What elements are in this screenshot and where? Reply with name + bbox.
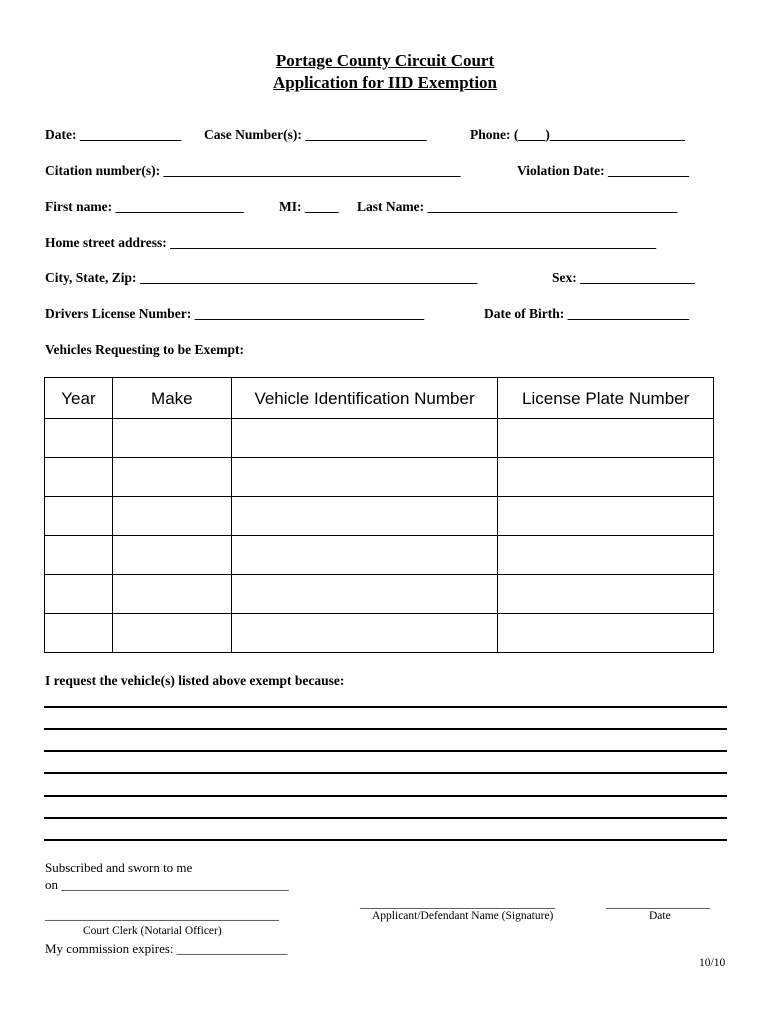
applicant-signature-line[interactable]: ______________________________ bbox=[360, 895, 555, 910]
table-row bbox=[45, 497, 714, 536]
clerk-signature-line[interactable]: ____________________________________ bbox=[45, 907, 279, 922]
make-cell[interactable] bbox=[112, 458, 231, 497]
make-cell[interactable] bbox=[112, 536, 231, 575]
reason-line[interactable] bbox=[44, 706, 727, 708]
column-header-year: Year bbox=[45, 378, 113, 419]
vin-cell[interactable] bbox=[231, 614, 498, 653]
clerk-caption: Court Clerk (Notarial Officer) bbox=[83, 925, 222, 937]
plate-cell[interactable] bbox=[498, 458, 714, 497]
phone-field[interactable]: Phone: (____)____________________ bbox=[470, 127, 685, 142]
vin-cell[interactable] bbox=[231, 419, 498, 458]
applicant-signature-caption: Applicant/Defendant Name (Signature) bbox=[372, 910, 554, 922]
reason-line[interactable] bbox=[44, 728, 727, 730]
plate-cell[interactable] bbox=[498, 536, 714, 575]
vin-cell[interactable] bbox=[231, 536, 498, 575]
middle-initial-field[interactable]: MI: _____ bbox=[279, 199, 339, 214]
column-header-vin: Vehicle Identification Number bbox=[231, 378, 498, 419]
home-address-field[interactable]: Home street address: ________________________________________________________________________ bbox=[45, 235, 657, 250]
plate-cell[interactable] bbox=[498, 614, 714, 653]
reason-line[interactable] bbox=[44, 839, 727, 841]
vin-cell[interactable] bbox=[231, 575, 498, 614]
year-cell[interactable] bbox=[45, 458, 113, 497]
make-cell[interactable] bbox=[112, 497, 231, 536]
year-cell[interactable] bbox=[45, 614, 113, 653]
commission-expires-field[interactable]: My commission expires: _________________ bbox=[45, 941, 288, 956]
vehicles-section-label: Vehicles Requesting to be Exempt: bbox=[45, 342, 244, 357]
signature-date-line[interactable]: ________________ bbox=[606, 895, 710, 910]
vehicle-table-header-row bbox=[45, 378, 714, 419]
table-row bbox=[45, 575, 714, 614]
year-cell[interactable] bbox=[45, 575, 113, 614]
plate-cell[interactable] bbox=[498, 497, 714, 536]
sworn-text: Subscribed and sworn to me bbox=[45, 860, 193, 875]
plate-cell[interactable] bbox=[498, 419, 714, 458]
citation-number-field[interactable]: Citation number(s): ____________________________________________ bbox=[45, 163, 461, 178]
sworn-date-field[interactable]: on ___________________________________ bbox=[45, 877, 289, 892]
year-cell[interactable] bbox=[45, 419, 113, 458]
year-cell[interactable] bbox=[45, 536, 113, 575]
table-row bbox=[45, 614, 714, 653]
table-row bbox=[45, 458, 714, 497]
first-name-field[interactable]: First name: ___________________ bbox=[45, 199, 244, 214]
vin-cell[interactable] bbox=[231, 497, 498, 536]
column-header-make: Make bbox=[112, 378, 231, 419]
case-number-field[interactable]: Case Number(s): __________________ bbox=[204, 127, 427, 142]
table-row bbox=[45, 419, 714, 458]
reason-line[interactable] bbox=[44, 772, 727, 774]
date-field[interactable]: Date: _______________ bbox=[45, 127, 182, 142]
reason-line[interactable] bbox=[44, 817, 727, 819]
make-cell[interactable] bbox=[112, 419, 231, 458]
table-row bbox=[45, 536, 714, 575]
last-name-field[interactable]: Last Name: _____________________________________ bbox=[357, 199, 678, 214]
exemption-reason-label: I request the vehicle(s) listed above exempt because: bbox=[45, 673, 345, 688]
form-title-line1: Portage County Circuit Court bbox=[275, 51, 495, 70]
make-cell[interactable] bbox=[112, 575, 231, 614]
date-of-birth-field[interactable]: Date of Birth: __________________ bbox=[484, 306, 690, 321]
signature-date-caption: Date bbox=[649, 910, 671, 922]
column-header-license-plate: License Plate Number bbox=[498, 378, 714, 419]
year-cell[interactable] bbox=[45, 497, 113, 536]
vin-cell[interactable] bbox=[231, 458, 498, 497]
drivers-license-field[interactable]: Drivers License Number: __________________________________ bbox=[45, 306, 425, 321]
city-state-zip-field[interactable]: City, State, Zip: __________________________________________________ bbox=[45, 270, 478, 285]
form-title-line2: Application for IID Exemption bbox=[272, 73, 497, 92]
reason-line[interactable] bbox=[44, 750, 727, 752]
sex-field[interactable]: Sex: _________________ bbox=[552, 270, 695, 285]
form-code: 10/10 bbox=[699, 957, 726, 969]
plate-cell[interactable] bbox=[498, 575, 714, 614]
violation-date-field[interactable]: Violation Date: ____________ bbox=[517, 163, 689, 178]
reason-line[interactable] bbox=[44, 795, 727, 797]
make-cell[interactable] bbox=[112, 614, 231, 653]
vehicle-table bbox=[44, 377, 714, 653]
